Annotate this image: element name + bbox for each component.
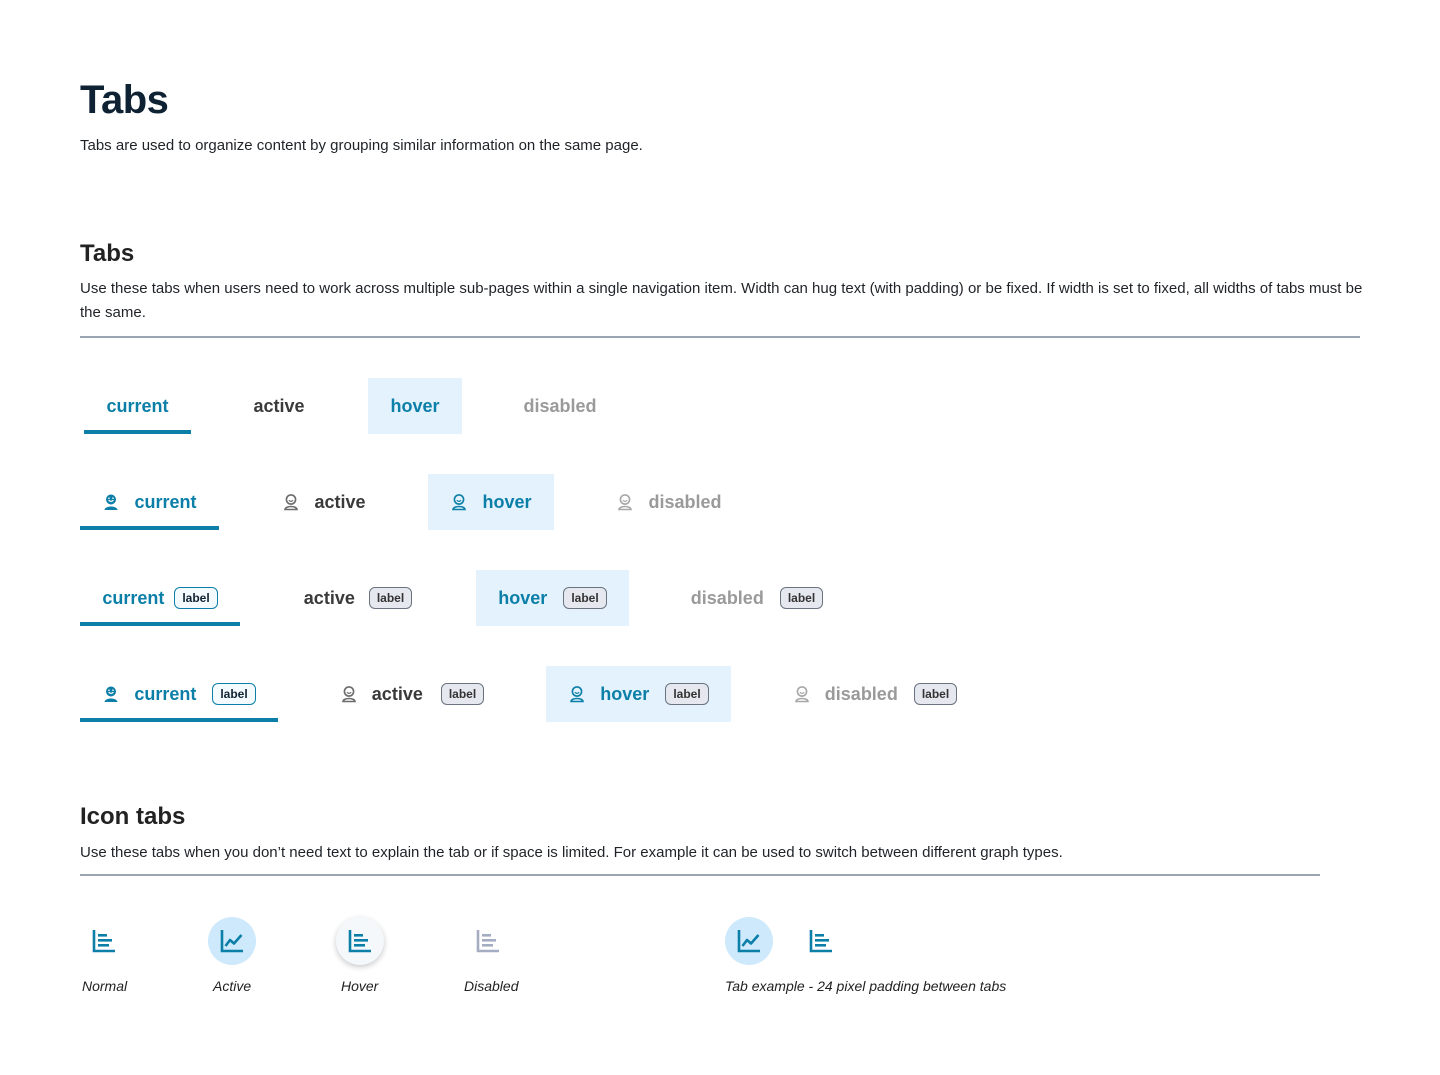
tab-active-with-icon-and-badge[interactable] [320,666,504,722]
tab-label: current [134,491,197,512]
tab-label: hover [390,395,440,416]
section-divider [80,874,1320,876]
tab-disabled [504,378,616,434]
user-icon [450,493,468,511]
tab-badge: label [441,683,484,705]
caption-tab-example: Tab example - 24 pixel padding between tabs [725,978,1007,994]
tab-badge: label [665,683,708,705]
tab-label: current [106,395,169,416]
line-chart-icon [736,928,762,954]
tab-label: disabled [523,395,597,416]
page-title: Tabs [80,78,169,122]
tab-label: disabled [824,683,898,704]
bar-chart-icon [91,928,117,954]
tab-badge: label [212,683,255,705]
section-description-tabs: Use these tabs when users need to work across multiple sub-pages within a single navigation item. Width can hug text (with padding) or be fixed. If width is set to fixed, all widths of tabs must be the same. [80,280,1363,321]
icon-tab-normal[interactable] [80,917,128,965]
tab-label: current [102,587,165,608]
tab-label: hover [482,491,532,512]
bar-chart-icon [347,928,373,954]
user-icon [616,493,634,511]
line-chart-icon [219,928,245,954]
section-description-icon-tabs: Use these tabs when you don’t need text to explain the tab or if space is limited. For example it can be used to switch between different graph types. [80,844,1063,861]
section-title-icon-tabs: Icon tabs [80,803,186,830]
tab-label: active [303,587,355,608]
tab-badge: label [914,683,957,705]
bar-chart-icon [475,928,501,954]
tab-badge: label [174,587,217,609]
icon-tab-example-bar-chart[interactable] [797,917,845,965]
tab-active-with-badge[interactable] [282,570,434,626]
tab-disabled-with-icon-and-badge [773,666,977,722]
tab-label: current [134,683,197,704]
user-icon [282,493,300,511]
tab-current-with-icon-and-badge[interactable] [80,666,278,722]
icon-tab-active[interactable] [208,917,256,965]
user-icon [102,685,120,703]
caption-disabled: Disabled [464,978,519,994]
tab-label: disabled [690,587,764,608]
tab-label: disabled [648,491,722,512]
tab-label: active [371,683,423,704]
caption-hover: Hover [341,978,379,994]
user-icon [102,493,120,511]
icon-tab-disabled [464,917,512,965]
tab-active-with-icon[interactable] [262,474,386,530]
tab-disabled-with-badge [671,570,843,626]
tab-badge: label [563,587,606,609]
caption-active: Active [213,978,252,994]
icon-tab-example-line-chart[interactable] [725,917,773,965]
tab-active[interactable] [232,378,326,434]
tab-label: active [253,395,305,416]
user-icon [568,685,586,703]
tab-label: hover [498,587,548,608]
tab-current-with-icon[interactable] [80,474,219,530]
section-divider [80,336,1360,338]
user-icon [340,685,358,703]
section-title-tabs: Tabs [80,240,135,267]
tab-hover-with-icon[interactable] [428,474,554,530]
icon-tab-hover[interactable] [336,917,384,965]
tab-disabled-with-icon [596,474,742,530]
tab-label: active [314,491,366,512]
tab-label: hover [600,683,650,704]
tab-badge: label [369,587,412,609]
tab-hover-with-badge[interactable] [476,570,629,626]
tab-current[interactable] [84,378,191,434]
user-icon [793,685,811,703]
bar-chart-icon [808,928,834,954]
page-description: Tabs are used to organize content by grouping similar information on the same page. [80,137,643,154]
tab-hover-with-icon-and-badge[interactable] [546,666,731,722]
caption-normal: Normal [82,978,128,994]
tab-hover[interactable] [368,378,462,434]
tab-badge: label [780,587,823,609]
tab-current-with-badge[interactable] [80,570,240,626]
